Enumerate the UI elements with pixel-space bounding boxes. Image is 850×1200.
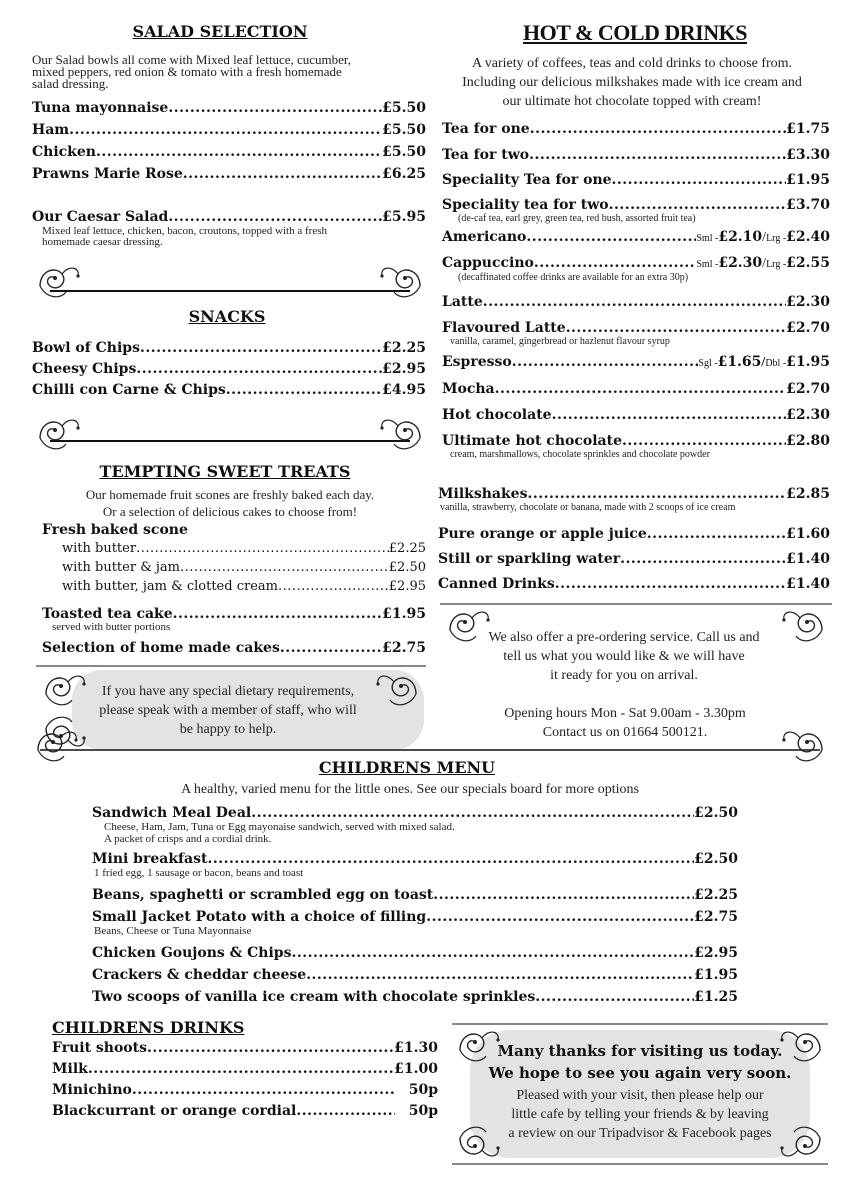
thanks-body: Pleased with your visit, then please help our little cafe by telling your friends & by leaving a review on our Tripadvisor & Facebook pages [508, 1088, 772, 1141]
thanks-title: Many thanks for visiting us today. We hope to see you again very soon. [488, 1042, 792, 1082]
menu-item: with butter ..... £2.25 [62, 541, 426, 560]
swirl-ornament-icon [40, 420, 80, 449]
ornament-divider [30, 408, 430, 458]
menu-item: Our Caesar Salad ..... £5.95 [32, 209, 426, 225]
ornament-divider [30, 256, 430, 306]
menu-item: Minichino ..... 50p [52, 1082, 438, 1103]
menu-item: Bowl of Chips ..... £2.25 [32, 340, 426, 361]
menu-item: Chicken ..... £5.50 [32, 144, 426, 166]
menu-item: with butter, jam & clotted cream ..... £2.95 [62, 579, 426, 598]
menu-item: Ultimate hot chocolate ..... £2.80 [442, 433, 830, 449]
salad-intro: Our Salad bowls all come with Mixed leaf lettuce, cucumber, mixed peppers, red onion & tomato with a fresh homemade salad dressing. [32, 52, 351, 91]
menu-item: Milkshakes ..... £2.85 [438, 486, 830, 502]
salad-list [32, 100, 426, 188]
drinks-title: HOT & COLD DRINKS [523, 20, 747, 45]
menu-item: Latte ..... £2.30 [442, 294, 830, 320]
snacks-title: SNACKS [188, 307, 266, 326]
child-drinks-title: CHILDRENS DRINKS [52, 1018, 245, 1037]
menu-item: Flavoured Latte ..... £2.70 [442, 320, 830, 336]
menu-item: Espresso ..... Sgl - £1.65 / Dbl - £1.95 [442, 354, 830, 381]
menu-item: Americano ..... Sml - £2.10 / Lrg - £2.40 [442, 229, 830, 255]
preorder-note: We also offer a pre-ordering service. Call us and tell us what you would like & we will have it ready for you on arrival. [488, 630, 760, 683]
sweets-title: TEMPTING SWEET TREATS [99, 462, 351, 481]
childrens-title: CHILDRENS MENU [318, 758, 496, 777]
menu-item: Cheesy Chips ..... £2.95 [32, 361, 426, 382]
menu-item: Sandwich Meal Deal ..... £2.50 [92, 805, 738, 821]
child-drinks-list [52, 1040, 438, 1124]
swirl-ornament-icon [40, 268, 80, 297]
menu-item: Tea for one ..... £1.75 [442, 121, 830, 147]
opening-hours: Opening hours Mon - Sat 9.00am - 3.30pm Contact us on 01664 500121. [504, 706, 746, 740]
menu-item: Speciality tea for two ..... £3.70 [442, 197, 830, 213]
salad-title: SALAD SELECTION [132, 22, 308, 41]
menu-item: Canned Drinks ..... £1.40 [438, 576, 830, 601]
menu-item: Fruit shoots ..... £1.30 [52, 1040, 438, 1061]
sweets-intro: Our homemade fruit scones are freshly baked each day. Or a selection of delicious cakes to choose from! [85, 487, 375, 519]
swirl-ornament-icon [38, 732, 78, 761]
menu-item: Selection of home made cakes ..... £2.75 [42, 640, 426, 656]
menu-item: Speciality Tea for one ..... £1.95 [442, 172, 830, 197]
menu-item: Hot chocolate ..... £2.30 [442, 407, 830, 433]
menu-item: Prawns Marie Rose ..... £6.25 [32, 166, 426, 188]
dietary-note: If you have any special dietary requirements, please speak with a member of staff, who will be happy to help. [99, 684, 357, 737]
menu-item: Beans, spaghetti or scrambled egg on toast ..... £2.25 [92, 887, 738, 909]
cold-drinks-list: Milkshakes ..... £2.85 vanilla, strawberry, chocolate or banana, made with 2 scoops of ice cream Pure orange or apple juice ..... £1.60 Still or sparkling water ..... £1.40 Canned Drinks ..... £1.40 [438, 486, 830, 601]
menu-item: Tuna mayonnaise ..... £5.50 [32, 100, 426, 122]
swirl-ornament-icon [380, 420, 420, 449]
menu-item: Two scoops of vanilla ice cream with chocolate sprinkles ..... £1.25 [92, 989, 738, 1011]
scone-list [62, 541, 426, 598]
scone-title: Fresh baked scone [42, 522, 188, 538]
menu-item: Pure orange or apple juice ..... £1.60 [438, 526, 830, 551]
caesar-salad: Our Caesar Salad ..... £5.95 Mixed leaf lettuce, chicken, bacon, croutons, topped with a fresh homemade caesar dressing. [32, 209, 426, 248]
menu-item: Small Jacket Potato with a choice of filling ..... £2.75 [92, 909, 738, 925]
teacake: Toasted tea cake ..... £1.95 served with butter portions [42, 606, 426, 633]
menu-item: Tea for two ..... £3.30 [442, 147, 830, 172]
menu-item: Mocha ..... £2.70 [442, 381, 830, 407]
menu-item: Chicken Goujons & Chips ..... £2.95 [92, 945, 738, 967]
menu-item: Mini breakfast ..... £2.50 [92, 851, 738, 867]
menu-item: Crackers & cheddar cheese ..... £1.95 [92, 967, 738, 989]
menu-item: with butter & jam ..... £2.50 [62, 560, 426, 579]
menu-item: Milk ..... £1.00 [52, 1061, 438, 1082]
childrens-list: Sandwich Meal Deal ..... £2.50 Cheese, Ham, Jam, Tuna or Egg mayonaise sandwich, served with mixed salad. A packet of crisps and a cordial drink. Mini breakfast ..... £2.50 1 fried egg, 1 sausage or bacon, beans and toast Beans, spaghetti or scrambled egg on toast ..... £2.25 Small Jacket Potato with a choice of filling ..... £2.75 Beans, Cheese or Tuna Mayonnaise Chicken Goujons & Chips ..... £2.95 Crackers & cheddar cheese ..... £1.95 Two scoops of vanilla ice cream with chocolate sprinkles ..... £1.25 [92, 805, 738, 1011]
drinks-intro: A variety of coffees, teas and cold drinks to choose from. Including our delicious milkshakes made with ice cream and our ultimate hot chocolate topped with cream! [462, 56, 802, 109]
menu-item: Blackcurrant or orange cordial ..... 50p [52, 1103, 438, 1124]
childrens-intro: A healthy, varied menu for the little ones. See our specials board for more options [181, 782, 639, 797]
menu-item: Cappuccino ..... Sml - £2.30 / Lrg - £2.55 [442, 255, 830, 272]
snacks-list [32, 340, 426, 403]
drinks-list: Tea for one ..... £1.75 Tea for two ..... £3.30 Speciality Tea for one ..... £1.95 Speciality tea for two ..... £3.70 (de-caf tea, earl grey, green tea, red bush, assorted fruit tea) Americano ..... Sml - £2.10 / Lrg - £2.40 Cappuccino ..... Sml - £2.30 / Lrg - £2.55 (decaffinated coffee drinks are available for an extra 30p) Latte ..... £2.30 Flavoured Latte ..... £2.70 vanilla, caramel, gingerbread or hazlenut flavour syrup Espresso ..... Sgl - £1.65 / Dbl - £1.95 Mocha ..... £2.70 Hot chocolate ..... £2.30 Ultimate hot chocolate ..... £2.80 cream, marshmallows, chocolate sprinkles and chocolate powder [442, 121, 830, 471]
cakes [42, 640, 426, 656]
menu-item: Ham ..... £5.50 [32, 122, 426, 144]
menu-item: Still or sparkling water ..... £1.40 [438, 551, 830, 576]
menu-item: Toasted tea cake ..... £1.95 [42, 606, 426, 622]
swirl-ornament-icon [380, 268, 420, 297]
menu-item: Chilli con Carne & Chips ..... £4.95 [32, 382, 426, 403]
swirl-ornament-icon [782, 732, 822, 761]
